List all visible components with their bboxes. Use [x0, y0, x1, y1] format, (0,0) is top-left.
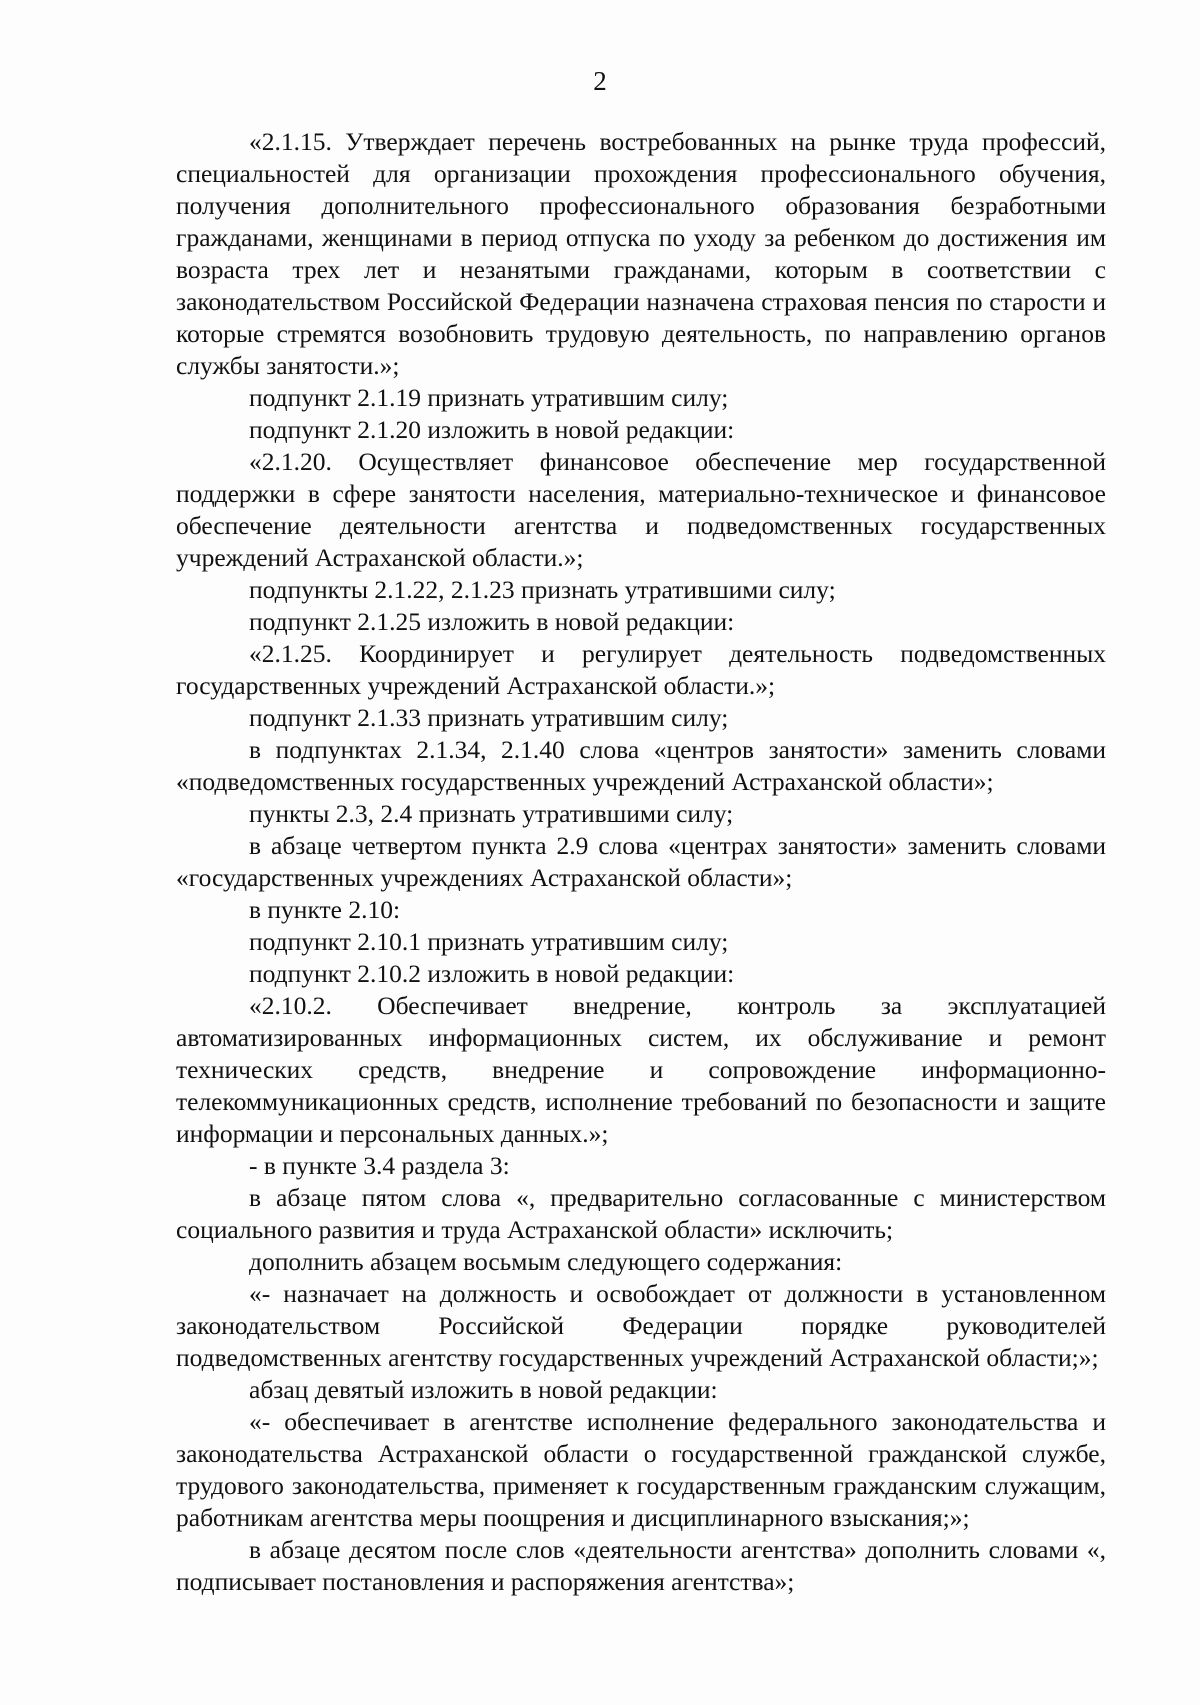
paragraph-2-1-25-text: «2.1.25. Координирует и регулирует деятельность подведомственных государственных учреждений Астраханской области.»;	[176, 639, 1106, 700]
document-body	[176, 126, 1106, 1598]
paragraph-3-4-eighth-text: «- назначает на должность и освобождает от должности в установленном законодательством Российской Федерации порядке руководителей подведомственных агентству государственных учреждений Астраханской области;»;	[176, 1279, 1106, 1372]
paragraph-2-10-2-amend: подпункт 2.10.2 изложить в новой редакции:	[249, 959, 735, 988]
paragraph-2-1-22-repeal: подпункты 2.1.22, 2.1.23 признать утратившими силу;	[249, 575, 836, 604]
page-number: 2	[593, 66, 607, 96]
paragraph-2-3-repeal: пункты 2.3, 2.4 признать утратившими силу;	[249, 799, 734, 828]
paragraph-2-10-2-text: «2.10.2. Обеспечивает внедрение, контроль за эксплуатацией автоматизированных информационных систем, их обслуживание и ремонт технических средств, внедрение и сопровождение информационно-телекоммуникационных средств, исполнение требований по безопасности и защите информации и персональных данных.»;	[176, 991, 1106, 1148]
paragraph-3-4-tenth: в абзаце десятом после слов «деятельности агентства» дополнить словами «, подписывает постановления и распоряжения агентства»;	[176, 1535, 1106, 1596]
paragraph-2-10-intro: в пункте 2.10:	[249, 895, 401, 924]
paragraph-2-10-1-repeal: подпункт 2.10.1 признать утратившим силу;	[249, 927, 729, 956]
paragraph-2-1-33-repeal: подпункт 2.1.33 признать утратившим силу;	[249, 703, 729, 732]
paragraph-2-1-20-text: «2.1.20. Осуществляет финансовое обеспечение мер государственной поддержки в сфере занятости населения, материально-техническое и финансовое обеспечение деятельности агентства и подведомственных государственных учреждений Астраханской области.»;	[176, 447, 1106, 572]
paragraph-3-4-ninth-amend: абзац девятый изложить в новой редакции:	[249, 1375, 718, 1404]
paragraph-2-1-34-replace: в подпунктах 2.1.34, 2.1.40 слова «центров занятости» заменить словами «подведомственных государственных учреждений Астраханской области»;	[176, 735, 1106, 796]
paragraph-3-4-intro: - в пункте 3.4 раздела 3:	[249, 1151, 510, 1180]
paragraph-3-4-fifth: в абзаце пятом слова «, предварительно согласованные с министерством социального развития и труда Астраханской области» исключить;	[176, 1183, 1106, 1244]
paragraph-2-1-15-text: «2.1.15. Утверждает перечень востребованных на рынке труда профессий, специальностей для организации прохождения профессионального обучения, получения дополнительного профессионального образования безработными гражданами, женщинами в период отпуска по уходу за ребенком до достижения им возраста трех лет и незанятыми гражданами, которым в соответствии с законодательством Российской Федерации назначена страховая пенсия по старости и которые стремятся возобновить трудовую деятельность, по направлению органов службы занятости.»;	[176, 127, 1106, 380]
paragraph-2-9-replace: в абзаце четвертом пункта 2.9 слова «центрах занятости» заменить словами «государственных учреждениях Астраханской области»;	[176, 831, 1106, 892]
paragraph-2-1-19-repeal: подпункт 2.1.19 признать утратившим силу;	[249, 383, 729, 412]
paragraph-3-4-eighth-add: дополнить абзацем восьмым следующего содержания:	[249, 1247, 843, 1276]
paragraph-2-1-20-amend: подпункт 2.1.20 изложить в новой редакции:	[249, 415, 735, 444]
paragraph-2-1-25-amend: подпункт 2.1.25 изложить в новой редакции:	[249, 607, 735, 636]
paragraph-3-4-ninth-text: «- обеспечивает в агентстве исполнение федерального законодательства и законодательства Астраханской области о государственной гражданской службе, трудового законодательства, применяет к государственным гражданским служащим, работникам агентства меры поощрения и дисциплинарного взыскания;»;	[176, 1407, 1106, 1532]
